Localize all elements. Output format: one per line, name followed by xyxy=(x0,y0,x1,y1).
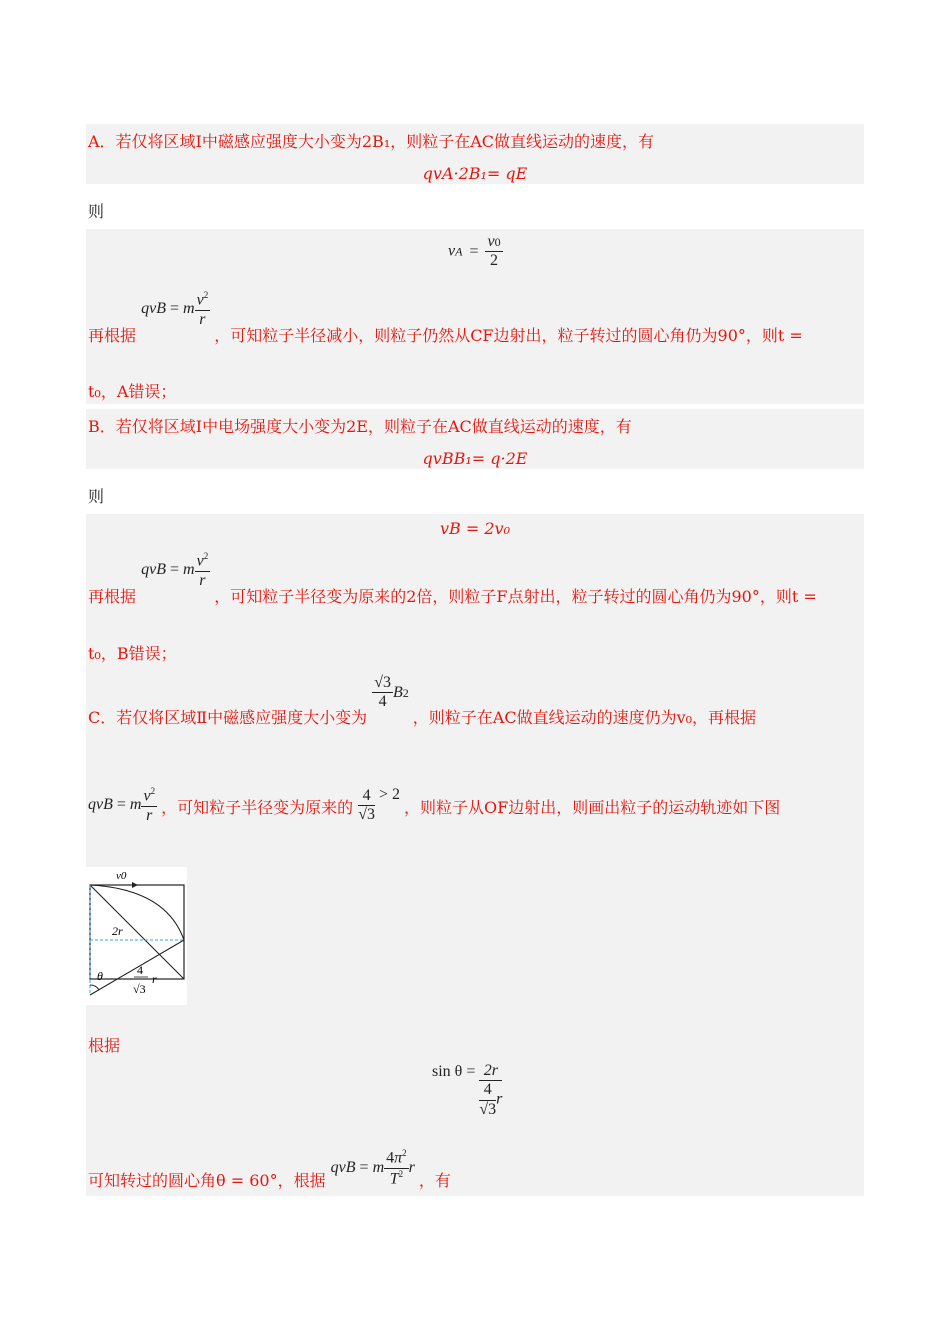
part-b-by: 再根据 xyxy=(88,587,137,607)
conclusion-suffix: ，有 xyxy=(418,1170,451,1190)
part-a-equation-1: qvA·2B₁= qE xyxy=(422,164,528,183)
part-a-equation-2: vA = $\frac{v0}{2}$ xyxy=(448,233,501,270)
part-c-radius-line: qvB = m $\frac{v^2}{r}$ ，可知粒子半径变为原来的 $\frac{4}{√3}$ > 2 ，则粒子从OF边射出，则画出粒子的运动轨迹如下图 xyxy=(88,786,781,824)
figure-v0-label: v0 xyxy=(116,870,127,882)
sin-theta-equation: sin θ = 2r $\frac{4}{√3}$ r xyxy=(432,1062,503,1118)
part-a-by: 再根据 xyxy=(88,326,137,346)
part-b-statement: B．若仅将区域Ⅰ中电场强度大小变为2E，则粒子在AC做直线运动的速度，有 xyxy=(88,417,632,436)
part-c-text-4: ，则粒子从OF边射出，则画出粒子的运动轨迹如下图 xyxy=(404,798,781,818)
figure-theta-label: θ xyxy=(97,969,103,983)
part-c-text-1: C．若仅将区域Ⅱ中磁感应强度大小变为 xyxy=(88,707,368,727)
figure-num4: 4 xyxy=(137,963,143,977)
conclusion-prefix: 可知转过的圆心角θ = 60°，根据 xyxy=(88,1170,326,1190)
part-a-then: 则 xyxy=(88,202,105,221)
part-c-text-3: ，可知粒子半径变为原来的 xyxy=(161,798,354,818)
part-b-radius-line: 再根据 qvB = m $\frac{v^2}{r}$ ，可知粒子半径变为原来的2倍，则粒子F点射出，粒子转过的圆心角仍为90°，则t = xyxy=(88,551,817,607)
part-a-statement: A．若仅将区域Ⅰ中磁感应强度大小变为2B₁，则粒子在AC做直线运动的速度，有 xyxy=(88,132,655,151)
part-b-equation-1: qvBB₁= q·2E xyxy=(422,449,528,468)
after-by: 根据 xyxy=(88,1036,121,1055)
figure-sqrt3: √3 xyxy=(133,982,146,996)
figure-r: r xyxy=(152,972,157,986)
part-b-then: 则 xyxy=(88,487,105,506)
figure-2r-label: 2r xyxy=(112,924,123,938)
sin-theta-lhs: sin θ = xyxy=(432,1063,476,1081)
part-a-conclusion: t₀，A错误； xyxy=(88,382,177,401)
trajectory-figure xyxy=(86,867,187,1005)
conclusion-line: 可知转过的圆心角θ = 60°，根据 qvB = m $\frac{4\pi^2}{T^2}$ r ，有 xyxy=(88,1148,451,1190)
part-c-text-2: ，则粒子在AC做直线运动的速度仍为v₀，再根据 xyxy=(412,707,757,727)
part-b-equation-2: vB = 2v₀ xyxy=(439,519,510,538)
part-b-conclusion: t₀，B错误； xyxy=(88,644,177,663)
part-c-statement: C．若仅将区域Ⅱ中磁感应强度大小变为 $\frac{√3}{4}$ B2 ，则粒子在AC做直线运动的速度仍为v₀，再根据 xyxy=(88,674,757,727)
part-c-gt2: > 2 xyxy=(378,786,400,804)
part-a-radius-text: ，可知粒子半径减小，则粒子仍然从CF边射出，粒子转过的圆心角仍为90°，则t = xyxy=(214,326,803,346)
part-a-radius-line: 再根据 qvB = m $\frac{v^2}{r}$ ，可知粒子半径减小，则粒子仍然从CF边射出，粒子转过的圆心角仍为90°，则t = xyxy=(88,290,803,346)
part-b-radius-text: ，可知粒子半径变为原来的2倍，则粒子F点射出，粒子转过的圆心角仍为90°，则t = xyxy=(214,587,817,607)
